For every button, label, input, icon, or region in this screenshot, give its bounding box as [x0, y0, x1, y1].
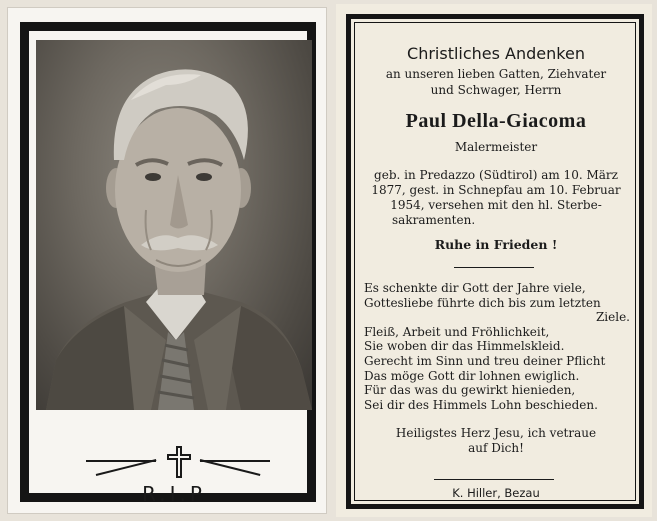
deceased-name: Paul Della-Giacoma — [405, 110, 587, 132]
memorial-text-card — [336, 4, 652, 517]
prayer — [358, 426, 634, 456]
bio-line: geb. in Predazzo (Südtirol) am 10. März — [374, 168, 618, 182]
intro-line: an unseren lieben Gatten, Ziehvater — [385, 67, 607, 81]
rip-label: R.I.P — [142, 482, 206, 506]
portrait-photo — [36, 40, 312, 410]
poem-line: Sie woben dir das Himmelskleid. — [364, 339, 565, 354]
memorial-intro — [358, 66, 634, 98]
portrait-illustration — [36, 40, 312, 410]
divider — [454, 267, 534, 268]
poem-line: Es schenkte dir Gott der Jahre viele, — [364, 281, 586, 295]
prayer-line: Heiligstes Herz Jesu, ich vetraue — [395, 426, 597, 440]
memorial-heading: Christliches Andenken — [407, 44, 585, 63]
cross-icon — [167, 446, 191, 478]
memorial-poem — [364, 281, 630, 412]
poem-line: Das möge Gott dir lohnen ewiglich. — [364, 368, 580, 383]
poem-line: Gottesliebe führte dich bis zum letzten — [364, 295, 601, 310]
intro-line: und Schwager, Herrn — [430, 83, 562, 97]
printer-credit: K. Hiller, Bezau — [452, 486, 540, 500]
poem-line: Gerecht im Sinn und treu deiner Pflicht — [364, 353, 606, 368]
rest-in-peace-line: Ruhe in Frieden ! — [434, 237, 558, 252]
prayer-line: auf Dich! — [468, 441, 524, 455]
poem-line: Fleiß, Arbeit und Fröhlichkeit, — [364, 324, 550, 339]
biography — [358, 168, 634, 228]
deceased-occupation: Malermeister — [454, 140, 538, 154]
bio-line: 1954, versehen mit den hl. Sterbe- — [390, 198, 602, 212]
poem-line: Für das was du gewirkt hienieden, — [364, 383, 576, 398]
photo-card — [8, 8, 326, 513]
rip-emblem — [36, 426, 312, 506]
bio-line: 1877, gest. in Schnepfau am 10. Februar — [371, 183, 621, 197]
printer-rule — [434, 479, 554, 480]
bio-line: sakramenten. — [392, 213, 476, 227]
poem-line: Ziele. — [595, 310, 630, 325]
poem-line: Sei dir des Himmels Lohn beschieden. — [364, 397, 598, 412]
